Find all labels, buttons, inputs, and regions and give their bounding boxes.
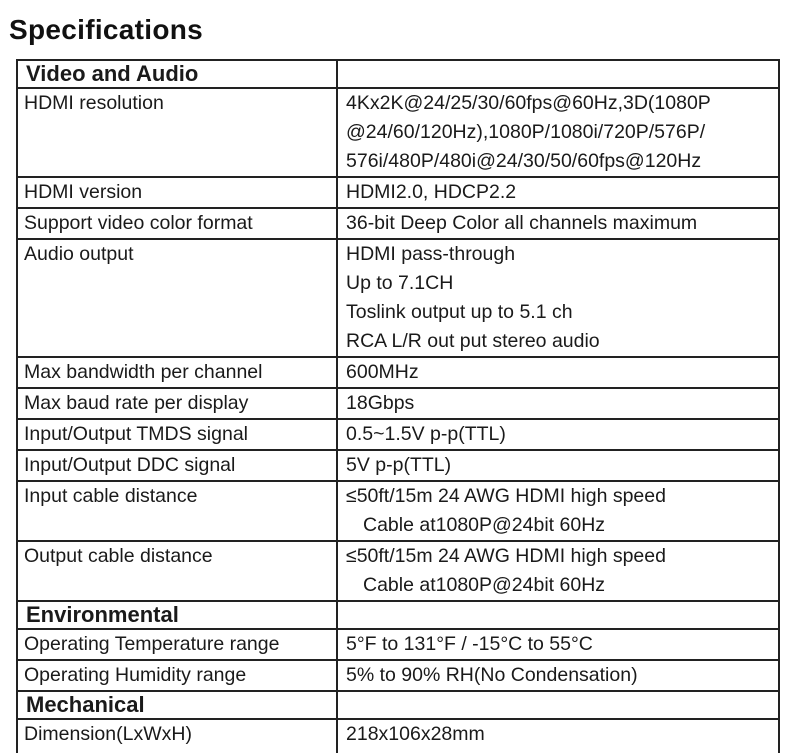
section-video-audio [17, 60, 779, 88]
spec-value: 0.5~1.5V p-p(TTL) [337, 419, 779, 450]
spec-value [337, 88, 779, 177]
spec-row-operating-humidity [17, 660, 779, 691]
spec-value: 18Gbps [337, 388, 779, 419]
spec-value-line: Cable at1080P@24bit 60Hz [363, 574, 606, 596]
section-heading-value [337, 691, 779, 719]
spec-row-operating-temperature [17, 629, 779, 660]
spec-value: 5% to 90% RH(No Condensation) [337, 660, 779, 691]
section-mechanical [17, 691, 779, 719]
spec-value-line: HDMI pass-through [346, 243, 516, 265]
spec-label: Input/Output TMDS signal [17, 419, 337, 450]
specifications-table [16, 59, 780, 753]
spec-row-ddc-signal [17, 450, 779, 481]
spec-row-hdmi-version [17, 177, 779, 208]
spec-value: 600MHz [337, 357, 779, 388]
spec-value-line: Up to 7.1CH [346, 272, 454, 294]
spec-value [337, 481, 779, 541]
spec-value [337, 541, 779, 601]
spec-value: 5V p-p(TTL) [337, 450, 779, 481]
spec-label: Max baud rate per display [17, 388, 337, 419]
spec-label: Support video color format [17, 208, 337, 239]
spec-label: Operating Humidity range [17, 660, 337, 691]
section-heading-value [337, 601, 779, 629]
spec-value-line: Toslink output up to 5.1 ch [346, 301, 573, 323]
spec-value [337, 239, 779, 357]
spec-row-input-cable-distance [17, 481, 779, 541]
spec-row-max-baud-rate [17, 388, 779, 419]
spec-value-line: 576i/480P/480i@24/30/50/60fps@120Hz [346, 150, 702, 172]
spec-value: 218x106x28mm [337, 719, 779, 753]
spec-row-hdmi-resolution [17, 88, 779, 177]
spec-row-tmds-signal [17, 419, 779, 450]
spec-value-line: RCA L/R out put stereo audio [346, 330, 600, 352]
section-heading: Video and Audio [17, 60, 337, 88]
section-heading-value [337, 60, 779, 88]
spec-value-line: ≤50ft/15m 24 AWG HDMI high speed [346, 485, 666, 507]
section-heading: Environmental [17, 601, 337, 629]
spec-row-output-cable-distance [17, 541, 779, 601]
spec-label: Dimension(LxWxH) [17, 719, 337, 753]
spec-value: 5°F to 131°F / -15°C to 55°C [337, 629, 779, 660]
spec-label: Input cable distance [17, 481, 337, 541]
spec-value-line: ≤50ft/15m 24 AWG HDMI high speed [346, 545, 666, 567]
spec-label: HDMI version [17, 177, 337, 208]
spec-value-line: @24/60/120Hz),1080P/1080i/720P/576P/ [346, 121, 706, 143]
spec-label: Audio output [17, 239, 337, 357]
spec-value-line: Cable at1080P@24bit 60Hz [363, 514, 606, 536]
spec-row-max-bandwidth [17, 357, 779, 388]
spec-label: Operating Temperature range [17, 629, 337, 660]
spec-value: HDMI2.0, HDCP2.2 [337, 177, 779, 208]
spec-row-dimension [17, 719, 779, 753]
section-heading: Mechanical [17, 691, 337, 719]
spec-value: 36-bit Deep Color all channels maximum [337, 208, 779, 239]
section-environmental [17, 601, 779, 629]
spec-value-line: 4Kx2K@24/25/30/60fps@60Hz,3D(1080P [346, 92, 711, 114]
page-title: Specifications [9, 14, 204, 45]
spec-label: HDMI resolution [17, 88, 337, 177]
spec-label: Input/Output DDC signal [17, 450, 337, 481]
spec-row-color-format [17, 208, 779, 239]
spec-row-audio-output [17, 239, 779, 357]
spec-label: Max bandwidth per channel [17, 357, 337, 388]
spec-label: Output cable distance [17, 541, 337, 601]
